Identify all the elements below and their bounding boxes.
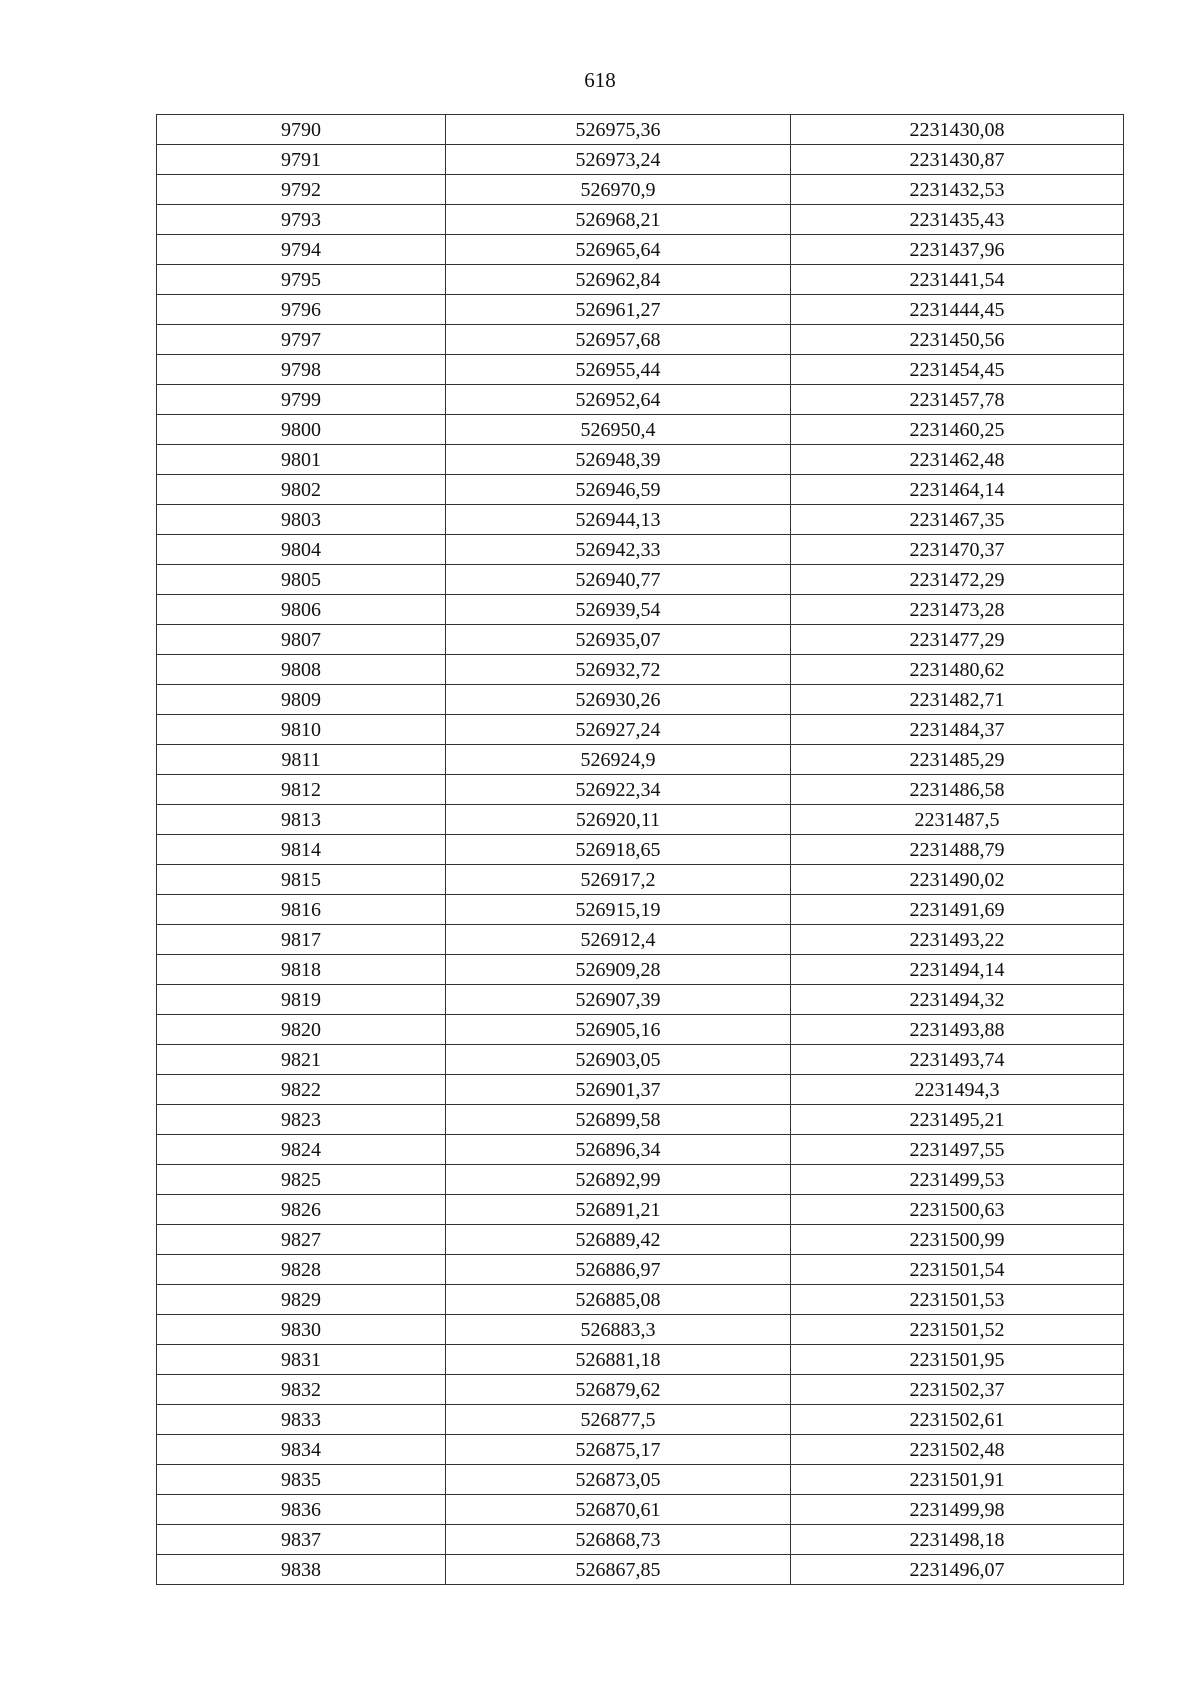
- x-coordinate-cell: 526885,08: [446, 1285, 791, 1315]
- table-row: [157, 625, 1124, 655]
- x-coordinate-cell: 526965,64: [446, 235, 791, 265]
- table-row: [157, 1075, 1124, 1105]
- y-coordinate-cell: 2231444,45: [791, 295, 1124, 325]
- y-coordinate-cell: 2231501,53: [791, 1285, 1124, 1315]
- table-row: [157, 445, 1124, 475]
- table-row: [157, 1015, 1124, 1045]
- x-coordinate-cell: 526879,62: [446, 1375, 791, 1405]
- table-row: [157, 235, 1124, 265]
- y-coordinate-cell: 2231430,87: [791, 145, 1124, 175]
- point-number-cell: 9819: [157, 985, 446, 1015]
- x-coordinate-cell: 526907,39: [446, 985, 791, 1015]
- y-coordinate-cell: 2231472,29: [791, 565, 1124, 595]
- y-coordinate-cell: 2231488,79: [791, 835, 1124, 865]
- x-coordinate-cell: 526867,85: [446, 1555, 791, 1585]
- point-number-cell: 9833: [157, 1405, 446, 1435]
- table-row: [157, 325, 1124, 355]
- x-coordinate-cell: 526920,11: [446, 805, 791, 835]
- table-row: [157, 1255, 1124, 1285]
- point-number-cell: 9811: [157, 745, 446, 775]
- table-row: [157, 1195, 1124, 1225]
- y-coordinate-cell: 2231500,99: [791, 1225, 1124, 1255]
- y-coordinate-cell: 2231482,71: [791, 685, 1124, 715]
- x-coordinate-cell: 526905,16: [446, 1015, 791, 1045]
- table-row: [157, 1345, 1124, 1375]
- x-coordinate-cell: 526927,24: [446, 715, 791, 745]
- point-number-cell: 9812: [157, 775, 446, 805]
- point-number-cell: 9790: [157, 115, 446, 145]
- point-number-cell: 9797: [157, 325, 446, 355]
- y-coordinate-cell: 2231493,74: [791, 1045, 1124, 1075]
- point-number-cell: 9796: [157, 295, 446, 325]
- x-coordinate-cell: 526899,58: [446, 1105, 791, 1135]
- table-row: [157, 475, 1124, 505]
- y-coordinate-cell: 2231487,5: [791, 805, 1124, 835]
- table-row: [157, 175, 1124, 205]
- table-row: [157, 505, 1124, 535]
- table-row: [157, 535, 1124, 565]
- x-coordinate-cell: 526961,27: [446, 295, 791, 325]
- y-coordinate-cell: 2231457,78: [791, 385, 1124, 415]
- y-coordinate-cell: 2231437,96: [791, 235, 1124, 265]
- x-coordinate-cell: 526903,05: [446, 1045, 791, 1075]
- table-row: [157, 805, 1124, 835]
- point-number-cell: 9822: [157, 1075, 446, 1105]
- table-row: [157, 895, 1124, 925]
- x-coordinate-cell: 526873,05: [446, 1465, 791, 1495]
- table-row: [157, 1315, 1124, 1345]
- x-coordinate-cell: 526892,99: [446, 1165, 791, 1195]
- y-coordinate-cell: 2231499,98: [791, 1495, 1124, 1525]
- x-coordinate-cell: 526922,34: [446, 775, 791, 805]
- table-row: [157, 1525, 1124, 1555]
- table-row: [157, 1045, 1124, 1075]
- y-coordinate-cell: 2231470,37: [791, 535, 1124, 565]
- y-coordinate-cell: 2231494,32: [791, 985, 1124, 1015]
- point-number-cell: 9836: [157, 1495, 446, 1525]
- table-row: [157, 565, 1124, 595]
- point-number-cell: 9817: [157, 925, 446, 955]
- x-coordinate-cell: 526942,33: [446, 535, 791, 565]
- point-number-cell: 9802: [157, 475, 446, 505]
- point-number-cell: 9810: [157, 715, 446, 745]
- table-row: [157, 835, 1124, 865]
- table-row: [157, 685, 1124, 715]
- y-coordinate-cell: 2231499,53: [791, 1165, 1124, 1195]
- point-number-cell: 9831: [157, 1345, 446, 1375]
- point-number-cell: 9806: [157, 595, 446, 625]
- y-coordinate-cell: 2231467,35: [791, 505, 1124, 535]
- table-row: [157, 745, 1124, 775]
- y-coordinate-cell: 2231501,95: [791, 1345, 1124, 1375]
- table-row: [157, 1435, 1124, 1465]
- x-coordinate-cell: 526881,18: [446, 1345, 791, 1375]
- point-number-cell: 9818: [157, 955, 446, 985]
- y-coordinate-cell: 2231477,29: [791, 625, 1124, 655]
- x-coordinate-cell: 526868,73: [446, 1525, 791, 1555]
- y-coordinate-cell: 2231464,14: [791, 475, 1124, 505]
- x-coordinate-cell: 526891,21: [446, 1195, 791, 1225]
- y-coordinate-cell: 2231498,18: [791, 1525, 1124, 1555]
- table-row: [157, 955, 1124, 985]
- table-body: [157, 115, 1124, 1585]
- table-row: [157, 1495, 1124, 1525]
- x-coordinate-cell: 526946,59: [446, 475, 791, 505]
- point-number-cell: 9809: [157, 685, 446, 715]
- x-coordinate-cell: 526896,34: [446, 1135, 791, 1165]
- x-coordinate-cell: 526886,97: [446, 1255, 791, 1285]
- y-coordinate-cell: 2231502,37: [791, 1375, 1124, 1405]
- x-coordinate-cell: 526918,65: [446, 835, 791, 865]
- point-number-cell: 9804: [157, 535, 446, 565]
- y-coordinate-cell: 2231501,91: [791, 1465, 1124, 1495]
- x-coordinate-cell: 526909,28: [446, 955, 791, 985]
- x-coordinate-cell: 526889,42: [446, 1225, 791, 1255]
- point-number-cell: 9805: [157, 565, 446, 595]
- table-row: [157, 1105, 1124, 1135]
- x-coordinate-cell: 526935,07: [446, 625, 791, 655]
- point-number-cell: 9838: [157, 1555, 446, 1585]
- y-coordinate-cell: 2231494,14: [791, 955, 1124, 985]
- x-coordinate-cell: 526940,77: [446, 565, 791, 595]
- point-number-cell: 9794: [157, 235, 446, 265]
- x-coordinate-cell: 526950,4: [446, 415, 791, 445]
- point-number-cell: 9795: [157, 265, 446, 295]
- y-coordinate-cell: 2231502,61: [791, 1405, 1124, 1435]
- y-coordinate-cell: 2231454,45: [791, 355, 1124, 385]
- table-row: [157, 145, 1124, 175]
- y-coordinate-cell: 2231430,08: [791, 115, 1124, 145]
- coordinates-table: [156, 114, 1124, 1585]
- point-number-cell: 9830: [157, 1315, 446, 1345]
- point-number-cell: 9829: [157, 1285, 446, 1315]
- table-row: [157, 655, 1124, 685]
- x-coordinate-cell: 526924,9: [446, 745, 791, 775]
- table-row: [157, 385, 1124, 415]
- y-coordinate-cell: 2231501,54: [791, 1255, 1124, 1285]
- y-coordinate-cell: 2231473,28: [791, 595, 1124, 625]
- y-coordinate-cell: 2231435,43: [791, 205, 1124, 235]
- table-row: [157, 595, 1124, 625]
- table-row: [157, 1135, 1124, 1165]
- y-coordinate-cell: 2231493,22: [791, 925, 1124, 955]
- point-number-cell: 9791: [157, 145, 446, 175]
- x-coordinate-cell: 526875,17: [446, 1435, 791, 1465]
- table-row: [157, 775, 1124, 805]
- point-number-cell: 9798: [157, 355, 446, 385]
- table-row: [157, 865, 1124, 895]
- x-coordinate-cell: 526901,37: [446, 1075, 791, 1105]
- point-number-cell: 9834: [157, 1435, 446, 1465]
- x-coordinate-cell: 526912,4: [446, 925, 791, 955]
- point-number-cell: 9814: [157, 835, 446, 865]
- point-number-cell: 9793: [157, 205, 446, 235]
- table-row: [157, 1225, 1124, 1255]
- y-coordinate-cell: 2231486,58: [791, 775, 1124, 805]
- y-coordinate-cell: 2231493,88: [791, 1015, 1124, 1045]
- x-coordinate-cell: 526930,26: [446, 685, 791, 715]
- point-number-cell: 9801: [157, 445, 446, 475]
- y-coordinate-cell: 2231497,55: [791, 1135, 1124, 1165]
- page-number: 618: [584, 68, 616, 92]
- point-number-cell: 9807: [157, 625, 446, 655]
- y-coordinate-cell: 2231450,56: [791, 325, 1124, 355]
- y-coordinate-cell: 2231490,02: [791, 865, 1124, 895]
- table-row: [157, 715, 1124, 745]
- x-coordinate-cell: 526915,19: [446, 895, 791, 925]
- table-row: [157, 115, 1124, 145]
- x-coordinate-cell: 526877,5: [446, 1405, 791, 1435]
- x-coordinate-cell: 526973,24: [446, 145, 791, 175]
- y-coordinate-cell: 2231441,54: [791, 265, 1124, 295]
- point-number-cell: 9828: [157, 1255, 446, 1285]
- y-coordinate-cell: 2231491,69: [791, 895, 1124, 925]
- x-coordinate-cell: 526957,68: [446, 325, 791, 355]
- point-number-cell: 9820: [157, 1015, 446, 1045]
- point-number-cell: 9827: [157, 1225, 446, 1255]
- y-coordinate-cell: 2231496,07: [791, 1555, 1124, 1585]
- point-number-cell: 9816: [157, 895, 446, 925]
- x-coordinate-cell: 526952,64: [446, 385, 791, 415]
- point-number-cell: 9815: [157, 865, 446, 895]
- x-coordinate-cell: 526970,9: [446, 175, 791, 205]
- y-coordinate-cell: 2231460,25: [791, 415, 1124, 445]
- table-row: [157, 1375, 1124, 1405]
- x-coordinate-cell: 526962,84: [446, 265, 791, 295]
- x-coordinate-cell: 526883,3: [446, 1315, 791, 1345]
- point-number-cell: 9824: [157, 1135, 446, 1165]
- table-row: [157, 1165, 1124, 1195]
- point-number-cell: 9800: [157, 415, 446, 445]
- point-number-cell: 9799: [157, 385, 446, 415]
- point-number-cell: 9803: [157, 505, 446, 535]
- table-row: [157, 1465, 1124, 1495]
- x-coordinate-cell: 526968,21: [446, 205, 791, 235]
- x-coordinate-cell: 526917,2: [446, 865, 791, 895]
- table-row: [157, 985, 1124, 1015]
- table-row: [157, 1285, 1124, 1315]
- y-coordinate-cell: 2231462,48: [791, 445, 1124, 475]
- point-number-cell: 9835: [157, 1465, 446, 1495]
- point-number-cell: 9832: [157, 1375, 446, 1405]
- y-coordinate-cell: 2231495,21: [791, 1105, 1124, 1135]
- point-number-cell: 9823: [157, 1105, 446, 1135]
- y-coordinate-cell: 2231502,48: [791, 1435, 1124, 1465]
- point-number-cell: 9808: [157, 655, 446, 685]
- x-coordinate-cell: 526944,13: [446, 505, 791, 535]
- x-coordinate-cell: 526932,72: [446, 655, 791, 685]
- table-row: [157, 1555, 1124, 1585]
- point-number-cell: 9821: [157, 1045, 446, 1075]
- table-row: [157, 415, 1124, 445]
- point-number-cell: 9837: [157, 1525, 446, 1555]
- x-coordinate-cell: 526939,54: [446, 595, 791, 625]
- point-number-cell: 9813: [157, 805, 446, 835]
- y-coordinate-cell: 2231484,37: [791, 715, 1124, 745]
- table-row: [157, 355, 1124, 385]
- x-coordinate-cell: 526948,39: [446, 445, 791, 475]
- x-coordinate-cell: 526955,44: [446, 355, 791, 385]
- y-coordinate-cell: 2231494,3: [791, 1075, 1124, 1105]
- x-coordinate-cell: 526975,36: [446, 115, 791, 145]
- point-number-cell: 9792: [157, 175, 446, 205]
- table-row: [157, 295, 1124, 325]
- point-number-cell: 9825: [157, 1165, 446, 1195]
- x-coordinate-cell: 526870,61: [446, 1495, 791, 1525]
- y-coordinate-cell: 2231480,62: [791, 655, 1124, 685]
- table-row: [157, 925, 1124, 955]
- point-number-cell: 9826: [157, 1195, 446, 1225]
- y-coordinate-cell: 2231485,29: [791, 745, 1124, 775]
- y-coordinate-cell: 2231501,52: [791, 1315, 1124, 1345]
- table-row: [157, 205, 1124, 235]
- y-coordinate-cell: 2231432,53: [791, 175, 1124, 205]
- table-row: [157, 265, 1124, 295]
- table-row: [157, 1405, 1124, 1435]
- y-coordinate-cell: 2231500,63: [791, 1195, 1124, 1225]
